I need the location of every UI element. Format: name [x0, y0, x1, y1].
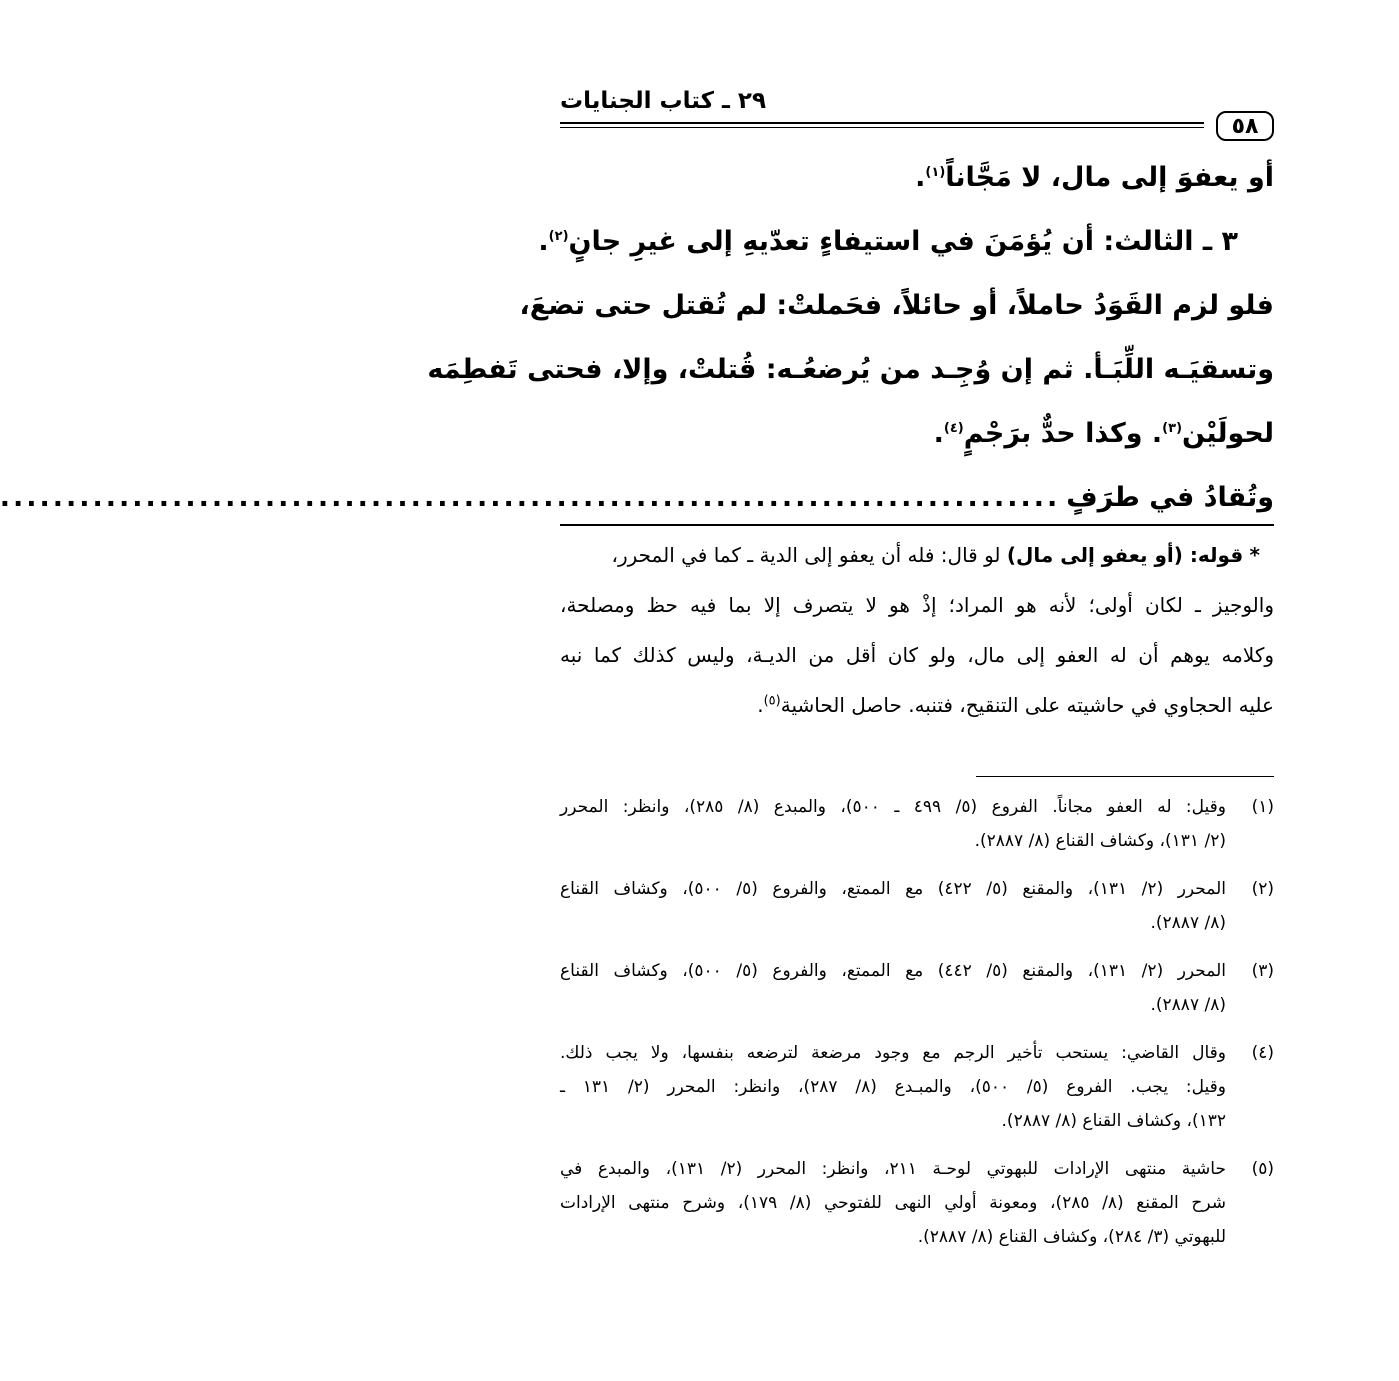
- footnote-ref-3[interactable]: (٣): [1162, 421, 1183, 436]
- main-text: [0, 146, 1274, 530]
- main-line-6: [0, 466, 1274, 530]
- commentary-line-1-text: لو قال: فله أن يعفو إلى الدية ـ كما في المحرر،: [611, 543, 1001, 567]
- footnote-line: المحرر (٢/ ١٣١)، والمقنع (٥/ ٤٤٢) مع الممتع، والفروع (٥/ ٥٠٠)، وكشاف القناع: [560, 961, 1227, 981]
- main-line-5-end: .: [933, 418, 944, 449]
- footnote-5: [560, 1152, 1274, 1254]
- main-line-5a-text: لحولَيْن: [1182, 418, 1274, 449]
- footnote-line: ١٣٢)، وكشاف القناع (٨/ ٢٨٨٧).: [1001, 1111, 1226, 1131]
- footnote-line: وقيل: له العفو مجاناً. الفروع (٥/ ٤٩٩ ـ ٥٠٠)، والمبدع (٨/ ٢٨٥)، وانظر: المحرر: [560, 797, 1227, 817]
- footnote-4: [560, 1036, 1274, 1138]
- main-line-5: [560, 402, 1274, 466]
- chapter-title: ٢٩ ـ كتاب الجنايات: [560, 88, 766, 114]
- footnote-line: للبهوتي (٣/ ٢٨٤)، وكشاف القناع (٨/ ٢٨٨٧).: [917, 1227, 1226, 1247]
- commentary-line-1: [560, 530, 1274, 580]
- main-line-5b-text: . وكذا حدٌّ برَجْمٍ: [963, 418, 1163, 449]
- footnote-line: وقيل: يجب. الفروع (٥/ ٥٠٠)، والمبـدع (٨/ ٢٨٧)، وانظر: المحرر (٢/ ١٣١ ـ: [560, 1077, 1226, 1097]
- commentary-label: قوله: (أو يعفو إلى مال): [1006, 543, 1244, 567]
- footnote-ref-5[interactable]: (٥): [763, 693, 781, 709]
- footnote-body: [560, 872, 1226, 940]
- commentary-line-2: والوجيز ـ لكان أولى؛ لأنه هو المراد؛ إذْ هو لا يتصرف إلا بما فيه حظ ومصلحة،: [560, 593, 1274, 617]
- footnote-number: (٣): [1251, 961, 1274, 981]
- footnote-number: (٢): [1251, 879, 1274, 899]
- footnote-body: [560, 1152, 1226, 1254]
- main-line-2: [538, 210, 1274, 274]
- main-line-6-text: وتُقادُ في طرَفٍ: [1066, 482, 1274, 513]
- footnote-1: [560, 790, 1274, 858]
- page-header: [560, 82, 1274, 142]
- main-line-4: وتسقيَـه اللِّبَـأ. ثم إن وُجِـد من يُرضعُـه: قُتلتْ، وإلا، فحتى تَفطِمَه: [427, 354, 1274, 385]
- main-line-3: فلو لزم القَوَدُ حاملاً، أو حائلاً، فحَملتْ: لم تُقتل حتى تضعَ،: [519, 290, 1274, 321]
- commentary-line-3: وكلامه يوهم أن له العفو إلى مال، ولو كان أقل من الديـة، وليس كذلك كما نبه: [560, 643, 1274, 667]
- footnotes-rule: [976, 776, 1274, 777]
- footnote-line: (٨/ ٢٨٨٧).: [1150, 913, 1226, 933]
- footnote-line: شرح المقنع (٨/ ٢٨٥)، ومعونة أولي النهى للفتوحي (٨/ ١٧٩)، وشرح منتهى الإرادات: [560, 1193, 1226, 1213]
- dotted-leader: ................................................................................: [0, 482, 1061, 513]
- footnote-line: (٨/ ٢٨٨٧).: [1150, 995, 1226, 1015]
- commentary-star: *: [1249, 543, 1260, 567]
- footnote-body: [560, 954, 1226, 1022]
- footnote-body: [560, 790, 1226, 858]
- footnote-body: [560, 1036, 1226, 1138]
- footnote-2: [560, 872, 1274, 940]
- main-line-2-end: .: [538, 226, 549, 257]
- page-number: ٥٨: [1216, 111, 1274, 141]
- footnotes: [560, 790, 1274, 1268]
- commentary-line-4: [560, 680, 1274, 730]
- main-line-1: [560, 146, 1274, 210]
- commentary: [560, 530, 1274, 730]
- main-line-2-text: ٣ ـ الثالث: أن يُؤمَنَ في استيفاءٍ تعدّيهِ إلى غيرِ جانٍ: [568, 226, 1238, 257]
- footnote-3: [560, 954, 1274, 1022]
- commentary-line-4-end: .: [757, 693, 764, 717]
- footnote-line: حاشية منتهى الإرادات للبهوتي لوحـة ٢١١، وانظر: المحرر (٢/ ١٣١)، والمبدع في: [560, 1159, 1226, 1179]
- footnote-line: وقال القاضي: يستحب تأخير الرجم مع وجود مرضعة لترضعه بنفسها، ولا يجب ذلك.: [560, 1043, 1226, 1063]
- footnote-ref-1[interactable]: (١): [925, 165, 946, 180]
- header-rule-thin: [560, 127, 1204, 128]
- commentary-line-4-text: عليه الحجاوي في حاشيته على التنقيح، فتنبه. حاصل الحاشية: [780, 693, 1274, 717]
- header-rule: [560, 122, 1204, 124]
- main-line-1-end: .: [915, 162, 926, 193]
- footnote-number: (٥): [1251, 1159, 1274, 1179]
- footnote-ref-2[interactable]: (٢): [548, 229, 569, 244]
- footnote-ref-4[interactable]: (٤): [943, 421, 964, 436]
- main-text-rule: [560, 524, 1274, 526]
- footnote-number: (١): [1251, 797, 1274, 817]
- footnote-number: (٤): [1251, 1043, 1274, 1063]
- footnote-line: المحرر (٢/ ١٣١)، والمقنع (٥/ ٤٢٢) مع الممتع، والفروع (٥/ ٥٠٠)، وكشاف القناع: [560, 879, 1227, 899]
- main-line-1-text: أو يعفوَ إلى مال، لا مَجَّاناً: [945, 162, 1274, 193]
- footnote-line: (٢/ ١٣١)، وكشاف القناع (٨/ ٢٨٨٧).: [974, 831, 1226, 851]
